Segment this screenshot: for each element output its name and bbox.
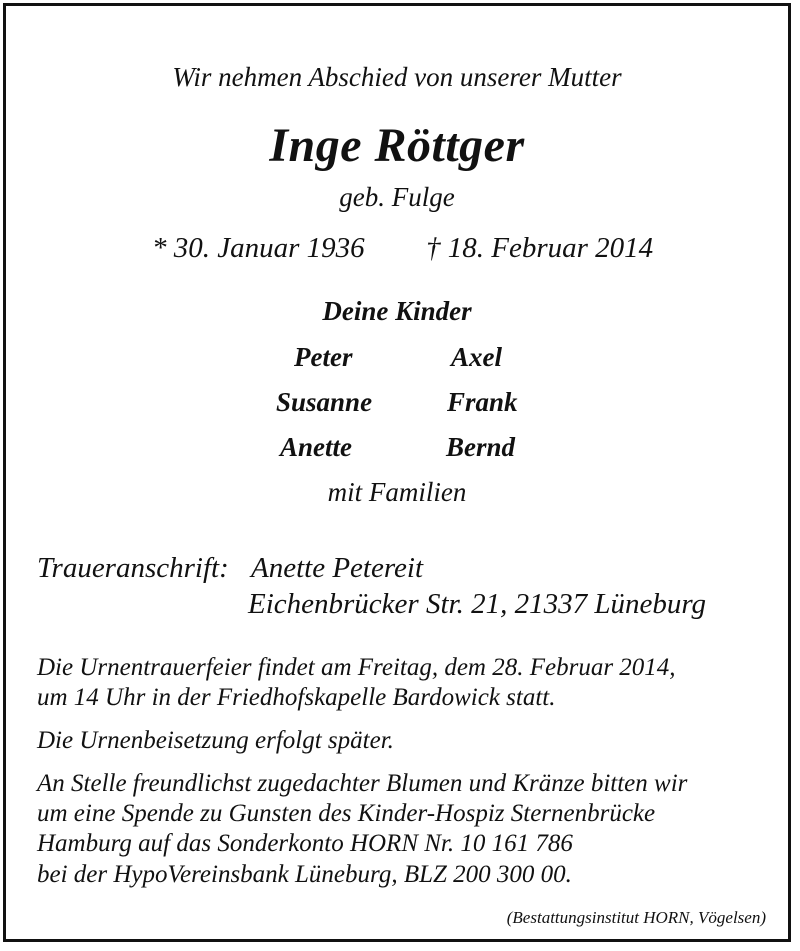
ceremony-line: Die Urnentrauerfeier findet am Freitag, dem 28. Februar 2014,	[37, 654, 676, 681]
child-name: Anette	[280, 432, 352, 462]
birth-date: * 30. Januar 1936	[152, 232, 365, 264]
with-families: mit Familien	[327, 477, 467, 507]
children-heading: Deine Kinder	[322, 296, 472, 326]
address-name: Anette Petereit	[251, 552, 424, 584]
child-name: Peter	[294, 342, 353, 372]
child-name: Frank	[447, 387, 518, 417]
obituary-frame	[3, 3, 791, 942]
address-label: Traueranschrift:	[37, 552, 229, 584]
maiden-name: geb. Fulge	[339, 182, 455, 212]
intro-line: Wir nehmen Abschied von unserer Mutter	[172, 62, 622, 92]
ceremony-line: um 14 Uhr in der Friedhofskapelle Bardowick statt.	[37, 684, 556, 711]
funeral-home-credit: (Bestattungsinstitut HORN, Vögelsen)	[506, 908, 766, 927]
burial-line: Die Urnenbeisetzung erfolgt später.	[37, 727, 394, 754]
donation-line: bei der HypoVereinsbank Lüneburg, BLZ 200 300 00.	[37, 861, 572, 888]
address-street: Eichenbrücker Str. 21, 21337 Lüneburg	[248, 588, 707, 620]
donation-line: um eine Spende zu Gunsten des Kinder-Hospiz Sternenbrücke	[37, 800, 656, 827]
child-name: Bernd	[446, 432, 516, 462]
death-date: † 18. Februar 2014	[426, 232, 654, 264]
deceased-name: Inge Röttger	[269, 119, 525, 172]
child-name: Susanne	[276, 387, 373, 417]
donation-line: An Stelle freundlichst zugedachter Blumen und Kränze bitten wir	[37, 770, 688, 797]
child-name: Axel	[451, 342, 502, 372]
donation-line: Hamburg auf das Sonderkonto HORN Nr. 10 161 786	[37, 830, 573, 857]
